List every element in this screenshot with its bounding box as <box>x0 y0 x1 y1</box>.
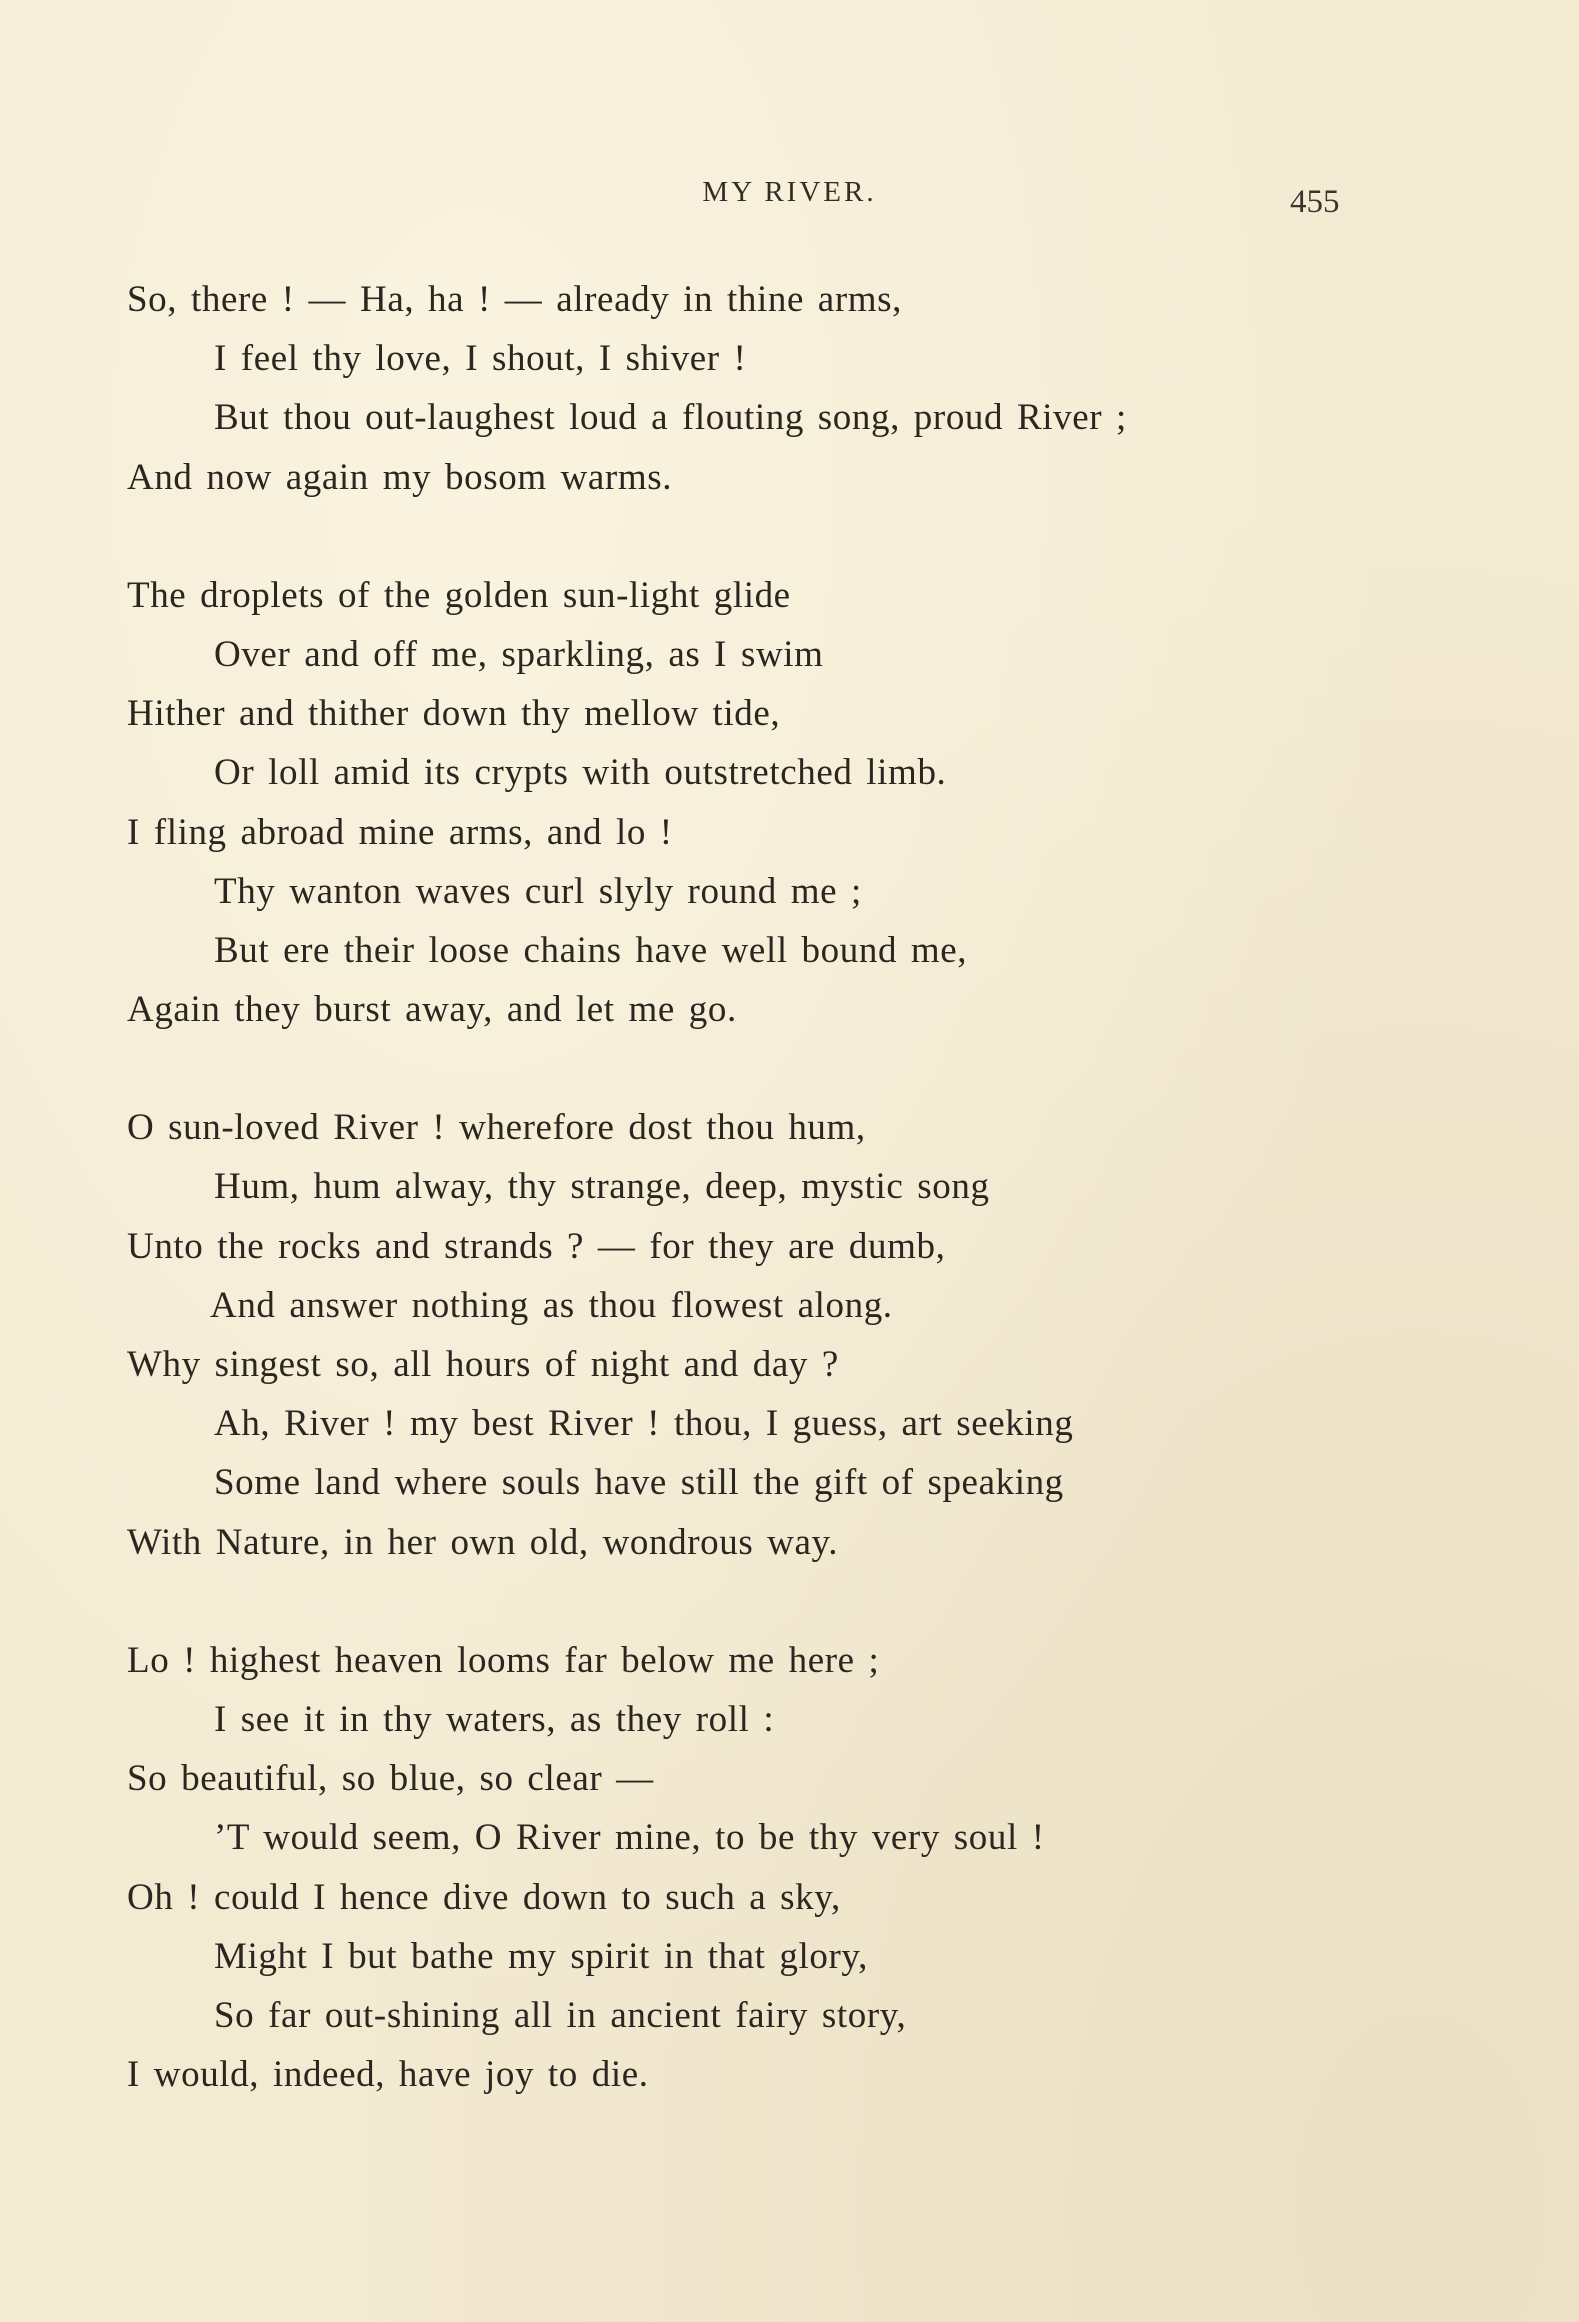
poem-line: Over and off me, sparkling, as I swim <box>214 633 824 675</box>
poem-line: Ah, River ! my best River ! thou, I guess, art seeking <box>214 1403 1074 1445</box>
poem-line: Again they burst away, and let me go. <box>127 989 737 1031</box>
poem-line: Thy wanton waves curl slyly round me ; <box>214 870 862 912</box>
poem-line: Some land where souls have still the gift of speaking <box>214 1462 1064 1504</box>
poem-line: Oh ! could I hence dive down to such a sky, <box>127 1876 841 1918</box>
stanza-1 <box>127 270 1377 507</box>
poem-line: Hum, hum alway, thy strange, deep, mystic song <box>214 1166 990 1208</box>
poem-line: But ere their loose chains have well bound me, <box>214 929 968 971</box>
poem-line: I see it in thy waters, as they roll : <box>214 1698 775 1740</box>
poem-line: I feel thy love, I shout, I shiver ! <box>214 338 747 380</box>
stanza-3 <box>127 1098 1377 1572</box>
poem-line: Might I but bathe my spirit in that glory, <box>214 1935 868 1977</box>
poem-line: So beautiful, so blue, so clear — <box>127 1758 654 1800</box>
poem-line: I would, indeed, have joy to die. <box>127 2054 649 2096</box>
running-title: MY RIVER. <box>702 176 877 208</box>
poem-line: So far out-shining all in ancient fairy story, <box>214 1994 907 2036</box>
poem-line: Why singest so, all hours of night and day ? <box>127 1344 839 1385</box>
poem-line: So, there ! — Ha, ha ! — already in thine arms, <box>127 279 902 320</box>
stanza-4 <box>127 1631 1377 2105</box>
poem-line: And answer nothing as thou flowest along. <box>210 1284 893 1326</box>
poem-line: Hither and thither down thy mellow tide, <box>127 693 781 735</box>
poem-line: And now again my bosom warms. <box>127 456 673 498</box>
poem-line: Or loll amid its crypts with outstretched limb. <box>214 752 947 794</box>
poem-line: Unto the rocks and strands ? — for they are dumb, <box>127 1225 946 1267</box>
poem-line: The droplets of the golden sun-light glide <box>127 574 791 616</box>
poem-line: ’T would seem, O River mine, to be thy very soul ! <box>214 1817 1045 1859</box>
page-number: 455 <box>1290 184 1340 220</box>
poem-line: I fling abroad mine arms, and lo ! <box>127 811 673 853</box>
poem-body <box>127 270 1377 2163</box>
poem-line: But thou out-laughest loud a flouting song, proud River ; <box>214 397 1127 439</box>
stanza-2 <box>127 566 1377 1040</box>
poem-line: O sun-loved River ! wherefore dost thou hum, <box>127 1107 866 1149</box>
poem-line: With Nature, in her own old, wondrous way. <box>127 1521 839 1563</box>
poem-line: Lo ! highest heaven looms far below me here ; <box>127 1639 880 1681</box>
